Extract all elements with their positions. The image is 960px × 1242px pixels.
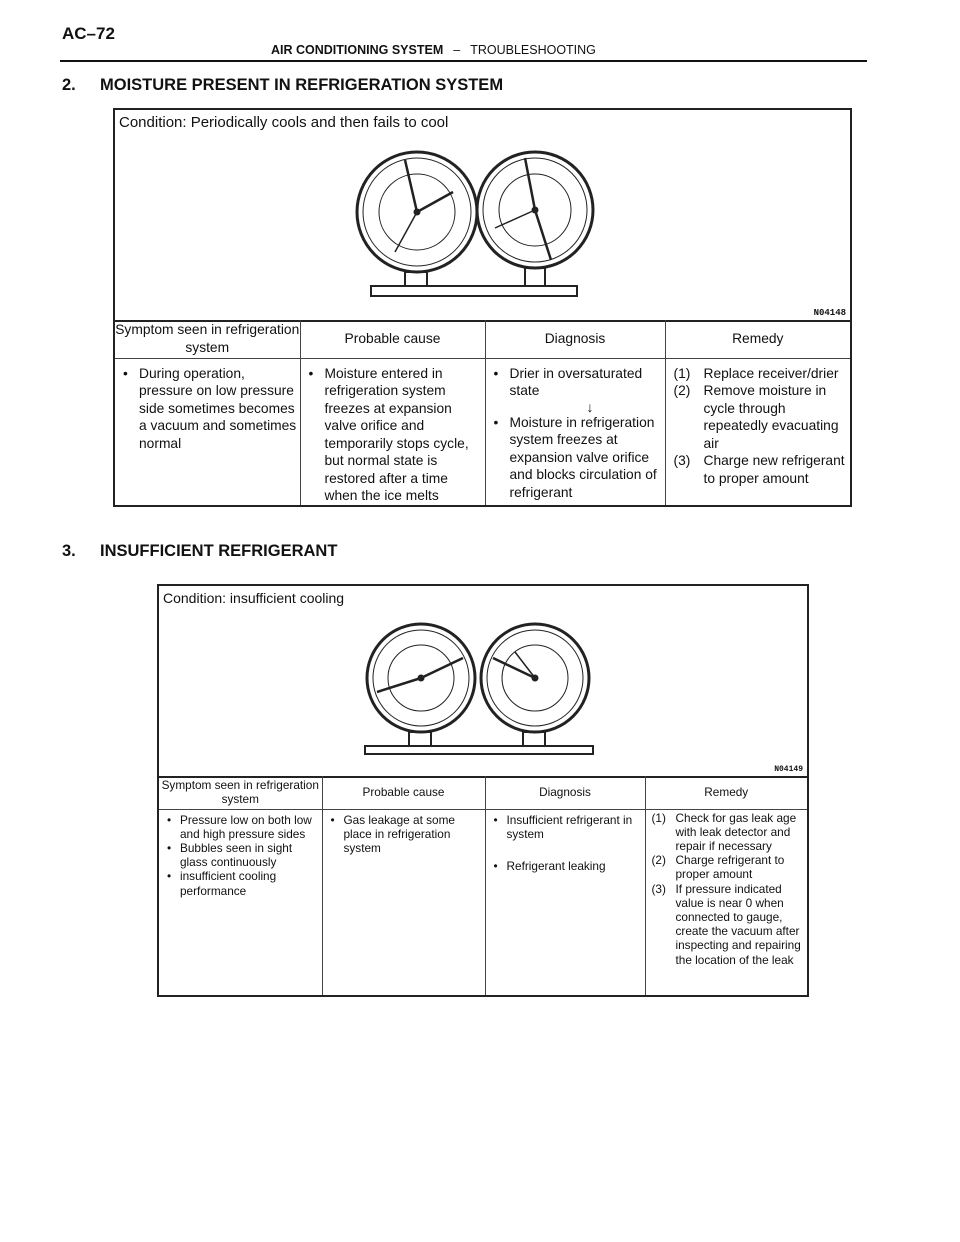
- section-3-number: 3.: [62, 542, 76, 560]
- remedy-cell: [645, 809, 807, 995]
- remedy-item: [646, 882, 808, 967]
- diagnosis-item: • Refrigerant leaking: [486, 859, 645, 873]
- col-header-cause: Probable cause: [300, 320, 485, 358]
- down-arrow-icon: ↓: [586, 398, 594, 415]
- section-2-table: [115, 320, 850, 505]
- symptom-item: • Bubbles seen in sight glass continuously: [159, 841, 322, 869]
- remedy-text: If pressure indicated value is near 0 when connected to gauge, create the vacuum after inspecting and repairing the location of the leak: [675, 881, 801, 967]
- section-2-heading: [62, 76, 503, 95]
- high-pressure-gauge: [481, 624, 589, 732]
- remedy-item: [666, 365, 851, 383]
- remedy-text: Charge new refrigerant to proper amount: [703, 453, 845, 486]
- symptom-item: • Pressure low on both low and high pressure sides: [159, 813, 322, 841]
- header-subsection: TROUBLESHOOTING: [470, 43, 596, 57]
- remedy-text: Remove moisture in cycle through repeatedly evacuating air: [703, 383, 839, 451]
- section-2-condition: Condition: Periodically cools and then fails to cool: [119, 114, 449, 131]
- low-pressure-gauge: [367, 624, 475, 732]
- remedy-number: (2): [651, 853, 666, 868]
- remedy-number: (3): [651, 881, 666, 896]
- section-2-number: 2.: [62, 76, 76, 94]
- gauge-set-illustration: [359, 622, 599, 756]
- section-3-figure-code: N04149: [774, 765, 803, 774]
- section-2-box: [113, 108, 852, 507]
- col-header-remedy: Remedy: [645, 776, 807, 809]
- header-rule: [60, 60, 867, 62]
- remedy-text: Replace receiver/drier: [703, 365, 839, 381]
- symptom-item: • During operation, pressure on low pressure side sometimes becomes a vacuum and sometimes normal: [115, 365, 300, 453]
- section-3-table: [159, 776, 807, 995]
- col-header-diagnosis: Diagnosis: [485, 776, 645, 809]
- header-section: AIR CONDITIONING SYSTEM: [271, 43, 444, 57]
- section-3-figure: [159, 586, 807, 778]
- diagnosis-item: • Insufficient refrigerant in system: [486, 813, 645, 841]
- section-3-condition: Condition: insufficient cooling: [163, 590, 345, 606]
- remedy-item: [666, 452, 851, 487]
- header-separator: –: [453, 43, 461, 57]
- diagnosis-item: • Drier in oversaturated state: [486, 365, 665, 400]
- section-2-title: MOISTURE PRESENT IN REFRIGERATION SYSTEM: [100, 76, 504, 94]
- remedy-text: Charge refrigerant to proper amount: [675, 853, 785, 882]
- remedy-item: [666, 382, 851, 452]
- cause-cell: [322, 809, 485, 995]
- diagnosis-cell: [485, 358, 665, 505]
- col-header-diagnosis: Diagnosis: [485, 320, 665, 358]
- gauge-set-illustration: [355, 148, 595, 304]
- remedy-number: (1): [673, 365, 691, 381]
- symptom-cell: [115, 358, 300, 505]
- diagnosis-item: • Moisture in refrigeration system freezes at expansion valve orifice and blocks circulation of refrigerant: [486, 414, 665, 502]
- symptom-cell: [159, 809, 322, 995]
- section-2-figure: [115, 110, 850, 322]
- remedy-text: Check for gas leak age with leak detector and repair if necessary: [675, 810, 797, 853]
- symptom-item: • insufficient cooling performance: [159, 869, 322, 897]
- high-pressure-gauge: [477, 152, 593, 268]
- col-header-cause: Probable cause: [322, 776, 485, 809]
- page-number: AC–72: [62, 24, 115, 43]
- remedy-item: [646, 853, 808, 881]
- cause-item: • Moisture entered in refrigeration system freezes at expansion valve orifice and temporarily stops cycle, but normal state is restored after a time when the ice melts: [301, 365, 485, 505]
- section-2-figure-code: N04148: [813, 308, 846, 318]
- col-header-symptom: Symptom seen in refrigeration system: [159, 776, 322, 809]
- section-3-title: INSUFFICIENT REFRIGERANT: [100, 542, 338, 560]
- cause-cell: [300, 358, 485, 505]
- section-3-box: [157, 584, 809, 997]
- remedy-cell: [665, 358, 850, 505]
- remedy-number: (2): [673, 383, 691, 398]
- low-pressure-gauge: [357, 152, 477, 272]
- col-header-remedy: Remedy: [665, 320, 850, 358]
- remedy-item: [646, 811, 808, 854]
- remedy-number: (3): [673, 453, 691, 468]
- diagnosis-cell: [485, 809, 645, 995]
- section-3-heading: [62, 542, 337, 561]
- running-header: [271, 43, 596, 57]
- remedy-number: (1): [651, 810, 666, 825]
- cause-item: • Gas leakage at some place in refrigeration system: [323, 813, 485, 856]
- col-header-symptom: Symptom seen in refrigeration system: [115, 320, 300, 358]
